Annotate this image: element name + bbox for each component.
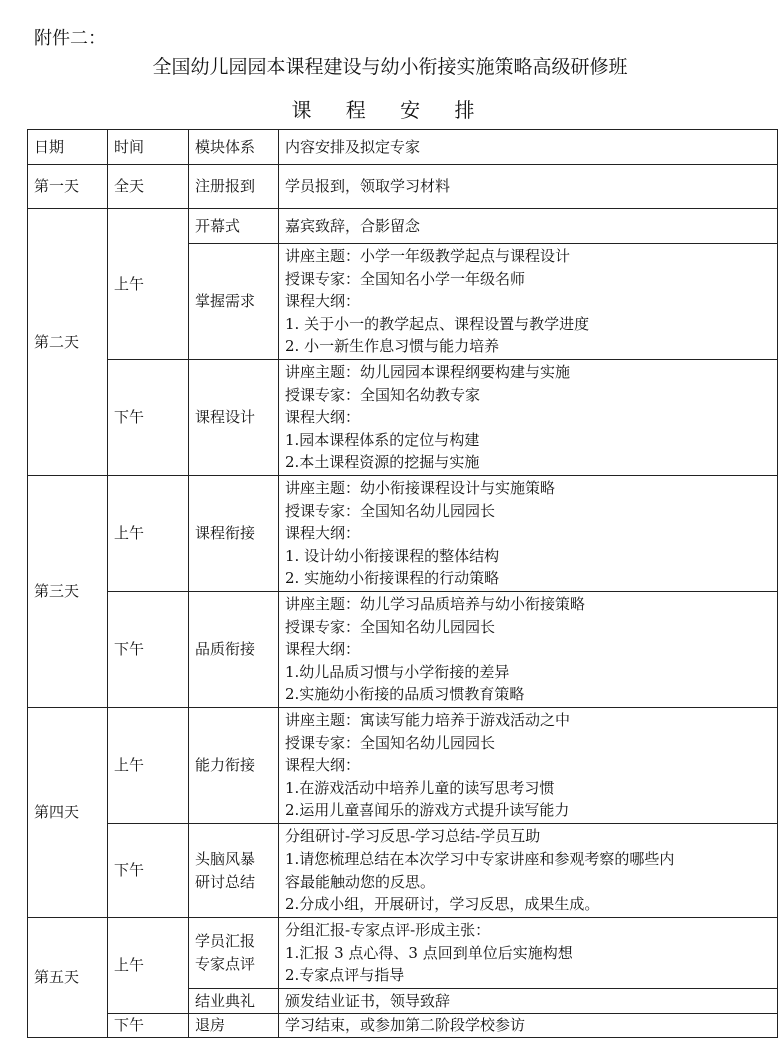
content-line: 2.专家点评与指导 bbox=[285, 966, 405, 985]
day-cell: 第三天 bbox=[28, 476, 108, 708]
module-line: 头脑风暴 bbox=[195, 849, 256, 868]
module-cell: 退房 bbox=[189, 1014, 279, 1038]
time-cell: 全天 bbox=[108, 165, 189, 209]
document-title: 全国幼儿园园本课程建设与幼小衔接实施策略高级研修班 bbox=[152, 56, 628, 78]
table-row bbox=[28, 708, 778, 824]
time-cell: 下午 bbox=[108, 1014, 189, 1038]
table-row bbox=[28, 592, 778, 708]
content-line: 课程大纲： bbox=[285, 640, 361, 659]
time-cell: 上午 bbox=[108, 476, 189, 592]
content-line: 学习结束，或参加第二阶段学校参访 bbox=[285, 1016, 526, 1035]
content-cell bbox=[279, 1014, 778, 1038]
content-line: 1.在游戏活动中培养儿童的读写思考习惯 bbox=[285, 778, 555, 797]
document-subtitle: 课 程 安 排 bbox=[291, 98, 489, 122]
table-row bbox=[28, 209, 778, 244]
content-line: 颁发结业证书，领导致辞 bbox=[285, 991, 451, 1010]
content-line: 1.请您梳理总结在本次学习中专家讲座和参观考察的哪些内 bbox=[285, 849, 675, 868]
module-line: 专家点评 bbox=[195, 955, 256, 973]
time-cell: 上午 bbox=[108, 708, 189, 824]
content-line: 2. 小一新生作息习惯与能力培养 bbox=[285, 337, 500, 356]
content-line: 分组研讨-学习反思-学习总结-学员互助 bbox=[285, 827, 541, 846]
content-line: 讲座主题：幼小衔接课程设计与实施策略 bbox=[285, 479, 556, 498]
module-cell: 结业典礼 bbox=[189, 989, 279, 1014]
content-line: 授课专家：全国知名幼儿园园长 bbox=[285, 733, 496, 752]
content-cell bbox=[279, 165, 778, 209]
content-line: 授课专家：全国知名幼教专家 bbox=[285, 385, 481, 404]
module-cell: 开幕式 bbox=[189, 209, 279, 244]
table-row bbox=[28, 360, 778, 476]
content-line: 2.分成小组，开展研讨，学习反思，成果生成。 bbox=[285, 895, 600, 914]
table-row bbox=[28, 476, 778, 592]
content-line: 课程大纲： bbox=[285, 756, 361, 775]
content-line: 授课专家：全国知名小学一年级名师 bbox=[285, 269, 526, 288]
content-line: 嘉宾致辞，合影留念 bbox=[285, 216, 421, 235]
content-cell bbox=[279, 209, 778, 244]
module-cell: 品质衔接 bbox=[189, 592, 279, 708]
time-cell: 下午 bbox=[108, 592, 189, 708]
content-line: 2.本土课程资源的挖掘与实施 bbox=[285, 453, 480, 472]
table-row bbox=[28, 918, 778, 989]
content-line: 授课专家：全国知名幼儿园园长 bbox=[285, 501, 496, 520]
content-line: 2.实施幼小衔接的品质习惯教育策略 bbox=[285, 685, 525, 704]
header-content: 内容安排及拟定专家 bbox=[279, 130, 778, 165]
header-time: 时间 bbox=[108, 130, 189, 165]
content-line: 1. 设计幼小衔接课程的整体结构 bbox=[285, 546, 500, 565]
table-row bbox=[28, 824, 778, 918]
day-cell: 第一天 bbox=[28, 165, 108, 209]
table-row bbox=[28, 1014, 778, 1038]
module-cell: 课程衔接 bbox=[189, 476, 279, 592]
time-cell: 下午 bbox=[108, 360, 189, 476]
module-cell bbox=[189, 824, 279, 918]
content-line: 1.园本课程体系的定位与构建 bbox=[285, 430, 480, 449]
header-date: 日期 bbox=[28, 130, 108, 165]
content-cell bbox=[279, 476, 778, 592]
module-cell bbox=[189, 918, 279, 989]
module-line: 学员汇报 bbox=[195, 932, 256, 951]
content-line: 1.幼儿品质习惯与小学衔接的差异 bbox=[285, 662, 510, 681]
content-line: 容最能触动您的反思。 bbox=[285, 872, 436, 891]
content-cell bbox=[279, 244, 778, 360]
content-line: 讲座主题：幼儿学习品质培养与幼小衔接策略 bbox=[285, 595, 586, 614]
module-cell: 注册报到 bbox=[189, 165, 279, 209]
content-line: 授课专家：全国知名幼儿园园长 bbox=[285, 617, 496, 636]
content-cell bbox=[279, 592, 778, 708]
content-line: 课程大纲： bbox=[285, 408, 361, 427]
module-cell: 掌握需求 bbox=[189, 244, 279, 360]
time-cell: 上午 bbox=[108, 918, 189, 1014]
content-cell bbox=[279, 360, 778, 476]
content-cell bbox=[279, 989, 778, 1014]
table-header-row bbox=[28, 130, 778, 165]
content-line: 学员报到，领取学习材料 bbox=[285, 177, 451, 196]
day-cell: 第五天 bbox=[28, 918, 108, 1038]
schedule-table bbox=[27, 129, 778, 1038]
content-line: 课程大纲： bbox=[285, 292, 361, 311]
content-line: 1.汇报 3 点心得、3 点回到单位后实施构想 bbox=[285, 943, 573, 962]
content-line: 2. 实施幼小衔接课程的行动策略 bbox=[285, 569, 500, 588]
content-cell bbox=[279, 824, 778, 918]
content-line: 讲座主题：寓读写能力培养于游戏活动之中 bbox=[285, 711, 571, 730]
module-line: 研讨总结 bbox=[195, 872, 256, 891]
table-row bbox=[28, 165, 778, 209]
content-line: 1. 关于小一的教学起点、课程设置与教学进度 bbox=[285, 314, 590, 333]
content-line: 课程大纲： bbox=[285, 524, 361, 543]
time-cell: 下午 bbox=[108, 824, 189, 918]
content-line: 2.运用儿童喜闻乐的游戏方式提升读写能力 bbox=[285, 801, 570, 820]
day-cell: 第二天 bbox=[28, 209, 108, 476]
day-cell: 第四天 bbox=[28, 708, 108, 918]
content-cell bbox=[279, 918, 778, 989]
module-cell: 能力衔接 bbox=[189, 708, 279, 824]
content-line: 讲座主题：幼儿园园本课程纲要构建与实施 bbox=[285, 363, 571, 382]
content-cell bbox=[279, 708, 778, 824]
module-cell: 课程设计 bbox=[189, 360, 279, 476]
content-line: 分组汇报-专家点评-形成主张： bbox=[285, 921, 491, 940]
attachment-label: 附件二： bbox=[34, 28, 106, 49]
header-module: 模块体系 bbox=[189, 130, 279, 165]
content-line: 讲座主题：小学一年级教学起点与课程设计 bbox=[285, 247, 571, 266]
time-cell: 上午 bbox=[108, 209, 189, 360]
